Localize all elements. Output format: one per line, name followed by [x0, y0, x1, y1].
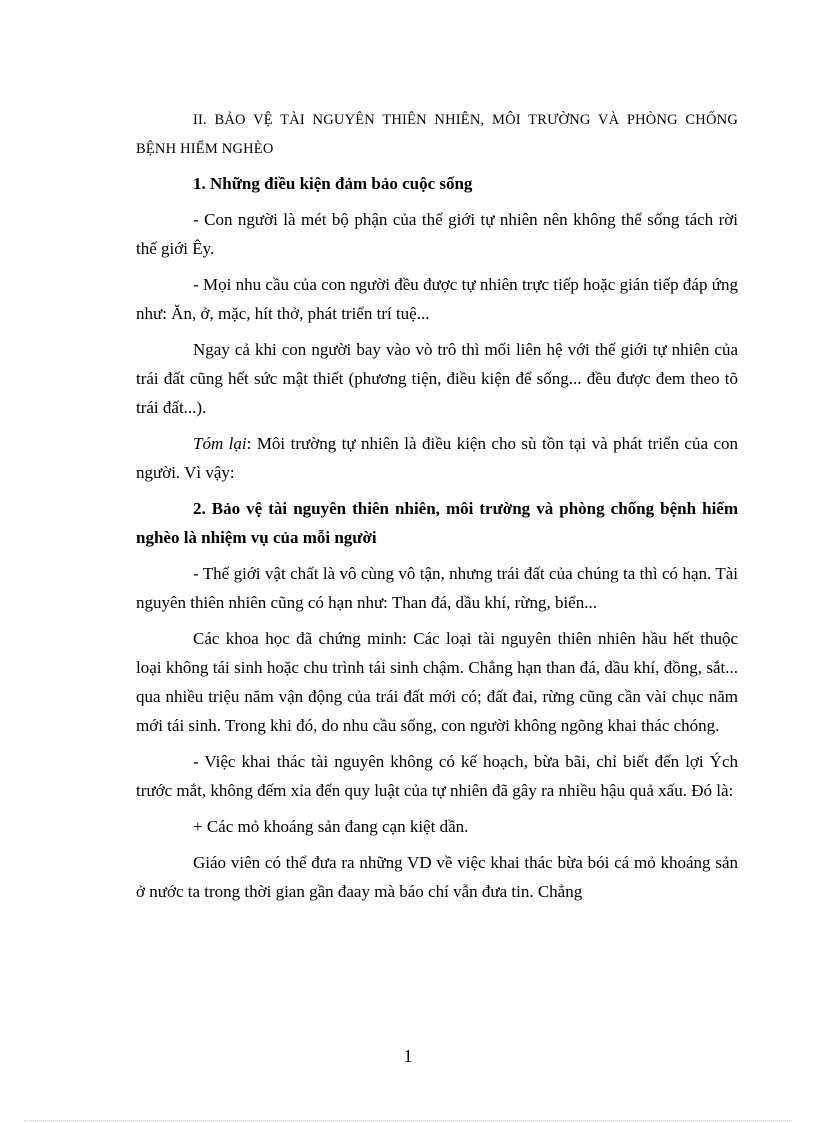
paragraph-9: Giáo viên có thể đưa ra những VD về việc khai thác bừa bói cá mỏ khoáng sản ở nước ta trong thời gian gần đaay mà báo chí vẫn đưa tin. Chẳng: [136, 853, 738, 901]
summary-text: : Môi trường tự nhiên là điều kiện cho sù tồn tại và phát triển của con người. Vì vậy:: [136, 434, 739, 482]
page-bottom-divider: [24, 1120, 792, 1121]
heading-2: 2. Bảo vệ tài nguyên thiên nhiên, môi trường và phòng chống bệnh hiểm nghèo là nhiệm vụ của mỗi người: [136, 499, 738, 547]
section-title: II. BẢO VỆ TÀI NGUYÊN THIÊN NHIÊN, MÔI TRƯỜNG VÀ PHÒNG CHỐNG BỆNH HIỂM NGHÈO: [136, 112, 738, 157]
heading-1: 1. Những điều kiện đảm bảo cuộc sống: [193, 174, 473, 193]
document-body: [136, 106, 738, 913]
paragraph-4: [136, 429, 738, 487]
paragraph-1: - Con người là mét bộ phận của thế giới tự nhiên nên không thể sống tách rời thế giới Êy.: [136, 210, 738, 258]
paragraph-2: - Mọi nhu cầu của con người đều được tự nhiên trực tiếp hoặc gián tiếp đáp ứng như: Ăn, ở, mặc, hít thở, phát triển trí tuệ...: [136, 275, 738, 323]
paragraph-5: - Thế giới vật chất là vô cùng vô tận, nhưng trái đất của chúng ta thì có hạn. Tài nguyên thiên nhiên cũng có hạn như: Than đá, dầu khí, rừng, biển...: [136, 564, 738, 612]
paragraph-7: - Việc khai thác tài nguyên không có kế hoạch, bừa bãi, chỉ biết đến lợi Ých trước mắt, không đếm xỉa đến quy luật của tự nhiên đã gây ra nhiều hậu quả xấu. Đó là:: [136, 752, 738, 800]
summary-lead: Tóm lại: [193, 434, 247, 453]
paragraph-6: Các khoa học đã chứng minh: Các loại tài nguyên thiên nhiên hầu hết thuộc loại không tái sinh hoặc chu trình tái sinh chậm. Chẳng hạn than đá, dầu khí, đồng, sắt... qua nhiều triệu năm vận động của trái đất mới có; đất đai, rừng cũng cần vài chục năm mới tái sinh. Trong khi đó, do nhu cầu sống, con người không ngõng khai thác chóng.: [136, 629, 738, 735]
page-number: 1: [403, 1046, 413, 1066]
paragraph-3: Ngay cả khi con người bay vào vò trô thì mối liên hệ với thế giới tự nhiên của trái đất cũng hết sức mật thiết (phương tiện, điều kiện để sống... đều được đem theo tõ trái đất...).: [136, 340, 738, 417]
paragraph-8: + Các mỏ khoáng sản đang cạn kiệt dần.: [193, 817, 469, 836]
